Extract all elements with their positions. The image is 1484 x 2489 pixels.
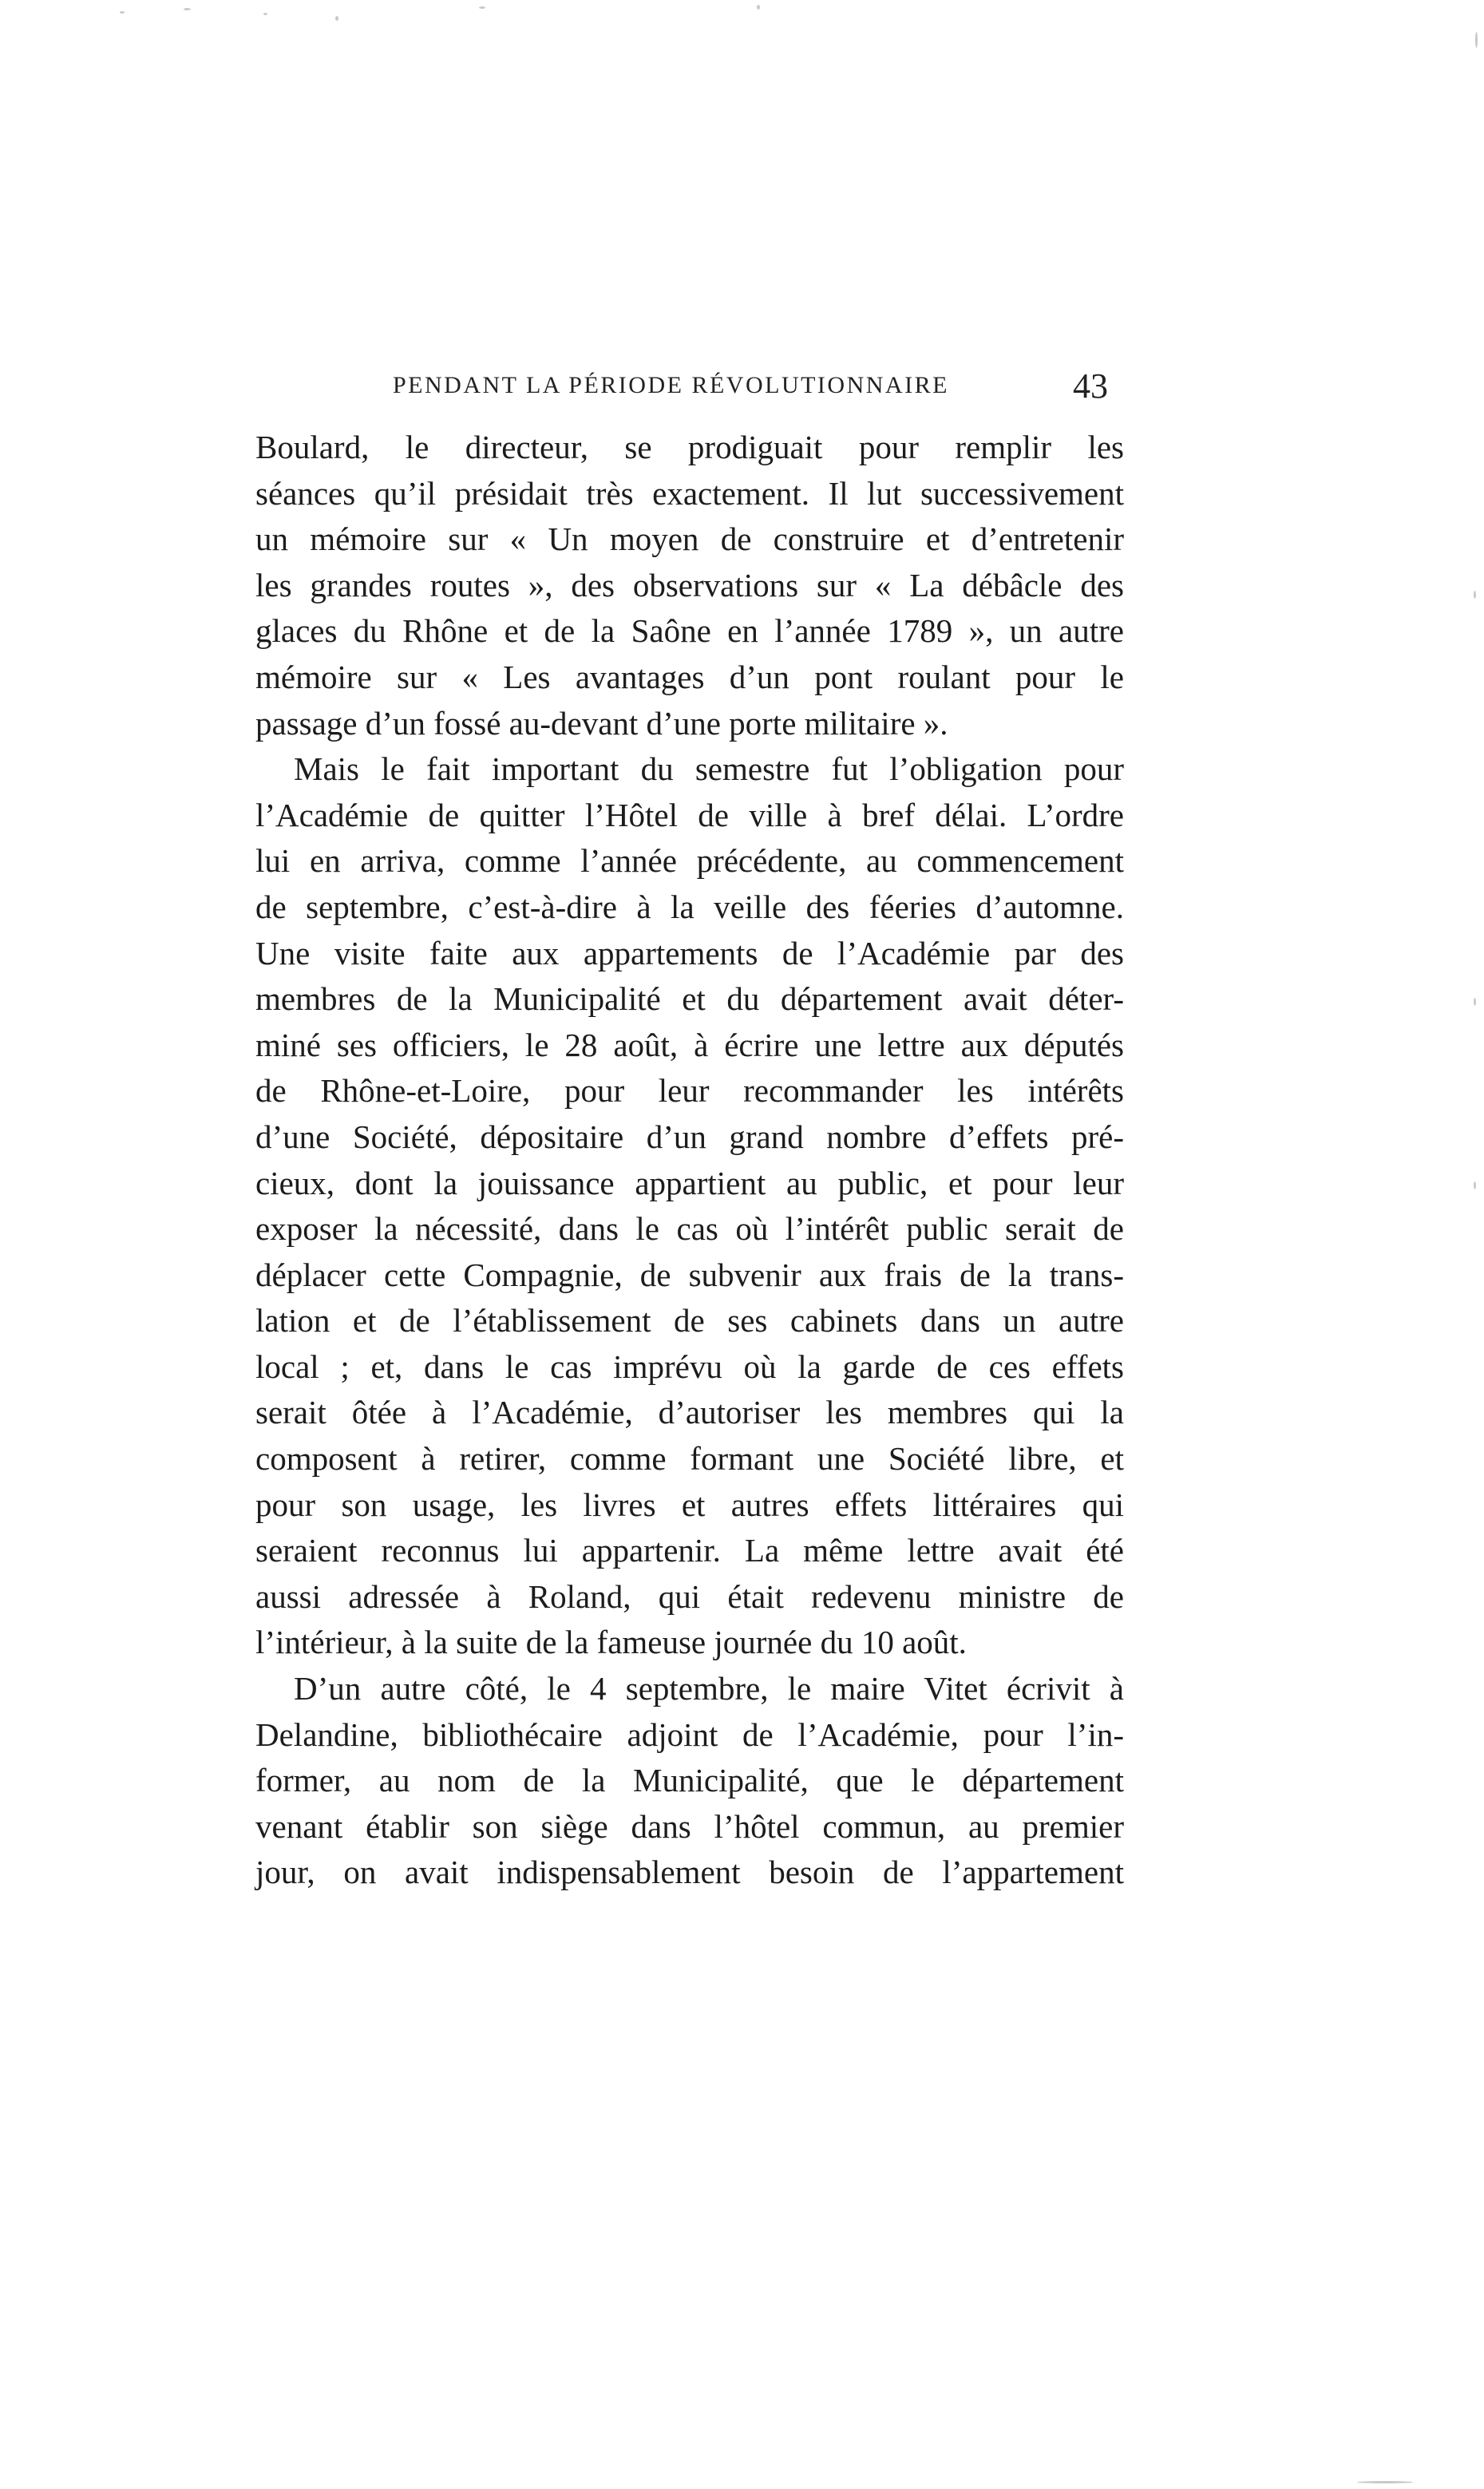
scan-speck [1474,998,1476,1006]
text-line: l’Académie de quitter l’Hôtel de ville à bref délai. L’ordre [255,796,1124,833]
text-line: Boulard, le directeur, se prodiguait pour remplir les [255,429,1124,465]
text-line: de Rhône-et-Loire, pour leur recommander les intérêts [255,1072,1124,1110]
text-line: seraient reconnus lui appartenir. La même lettre avait été [255,1532,1124,1569]
text-line: composent à retirer, comme formant une Société libre, et [255,1440,1124,1478]
text-line: venant établir son siège dans l’hôtel commun, au premier [255,1807,1124,1845]
scan-speck [1475,32,1478,48]
scan-speck [120,11,125,14]
scan-speck [1474,591,1476,599]
text-line: cieux, dont la jouissance appartient au public, et pour leur [255,1164,1124,1201]
text-line: exposer la nécessité, dans le cas où l’intérêt public serait de [255,1210,1124,1248]
scan-speck [184,8,191,10]
text-line: membres de la Municipalité et du département avait déter- [255,980,1124,1018]
running-title: PENDANT LA PÉRIODE RÉVOLUTIONNAIRE [393,372,949,398]
text-line: serait ôtée à l’Académie, d’autoriser les membres qui la [255,1394,1124,1431]
page-number: 43 [1073,366,1108,406]
text-line: lui en arriva, comme l’année précédente, au commencement [255,842,1124,880]
text-line: lation et de l’établissement de ses cabinets dans un autre [255,1302,1124,1339]
text-line: de septembre, c’est-à-dire à la veille des féeries d’automne. [255,888,1124,925]
scan-speck [263,13,267,15]
scan-speck [1474,1181,1476,1189]
scan-speck [757,5,760,10]
text-line: un mémoire sur « Un moyen de construire et d’entretenir [255,520,1124,558]
text-line: déplacer cette Compagnie, de subvenir aux frais de la trans- [255,1256,1124,1293]
text-line: aussi adressée à Roland, qui était redevenu ministre de [255,1577,1124,1615]
text-line: d’une Société, dépositaire d’un grand nombre d’effets pré- [255,1118,1124,1155]
text-line: glaces du Rhône et de la Saône en l’année 1789 », un autre [255,612,1124,650]
text-line: mémoire sur « Les avantages d’un pont roulant pour le [255,658,1124,695]
text-line: former, au nom de la Municipalité, que le département [255,1762,1124,1799]
text-line: Delandine, bibliothécaire adjoint de l’Académie, pour l’in- [255,1715,1124,1753]
paragraph-start-line: D’un autre côté, le 4 septembre, le maire Vitet écrivit à [294,1670,1124,1707]
text-line: passage d’un fossé au-devant d’une porte militaire ». [255,704,948,742]
text-line: jour, on avait indispensablement besoin de l’appartement [255,1854,1124,1891]
text-line: local ; et, dans le cas imprévu où la garde de ces effets [255,1347,1124,1385]
text-line: miné ses officiers, le 28 août, à écrire une lettre aux députés [255,1026,1124,1063]
text-line: séances qu’il présidait très exactement. Il lut successivement [255,474,1124,512]
text-line: Une visite faite aux appartements de l’Académie par des [255,934,1124,971]
text-line: les grandes routes », des observations sur « La débâcle des [255,566,1124,603]
paragraph-start-line: Mais le fait important du semestre fut l’obligation pour [294,750,1124,788]
text-line: pour son usage, les livres et autres effets littéraires qui [255,1486,1124,1523]
scan-speck [1357,2481,1413,2483]
running-header [255,366,1134,414]
scan-speck [335,16,338,21]
body-text [255,425,1124,1896]
text-line: l’intérieur, à la suite de la fameuse journée du 10 août. [255,1624,967,1661]
scan-speck [479,6,485,9]
